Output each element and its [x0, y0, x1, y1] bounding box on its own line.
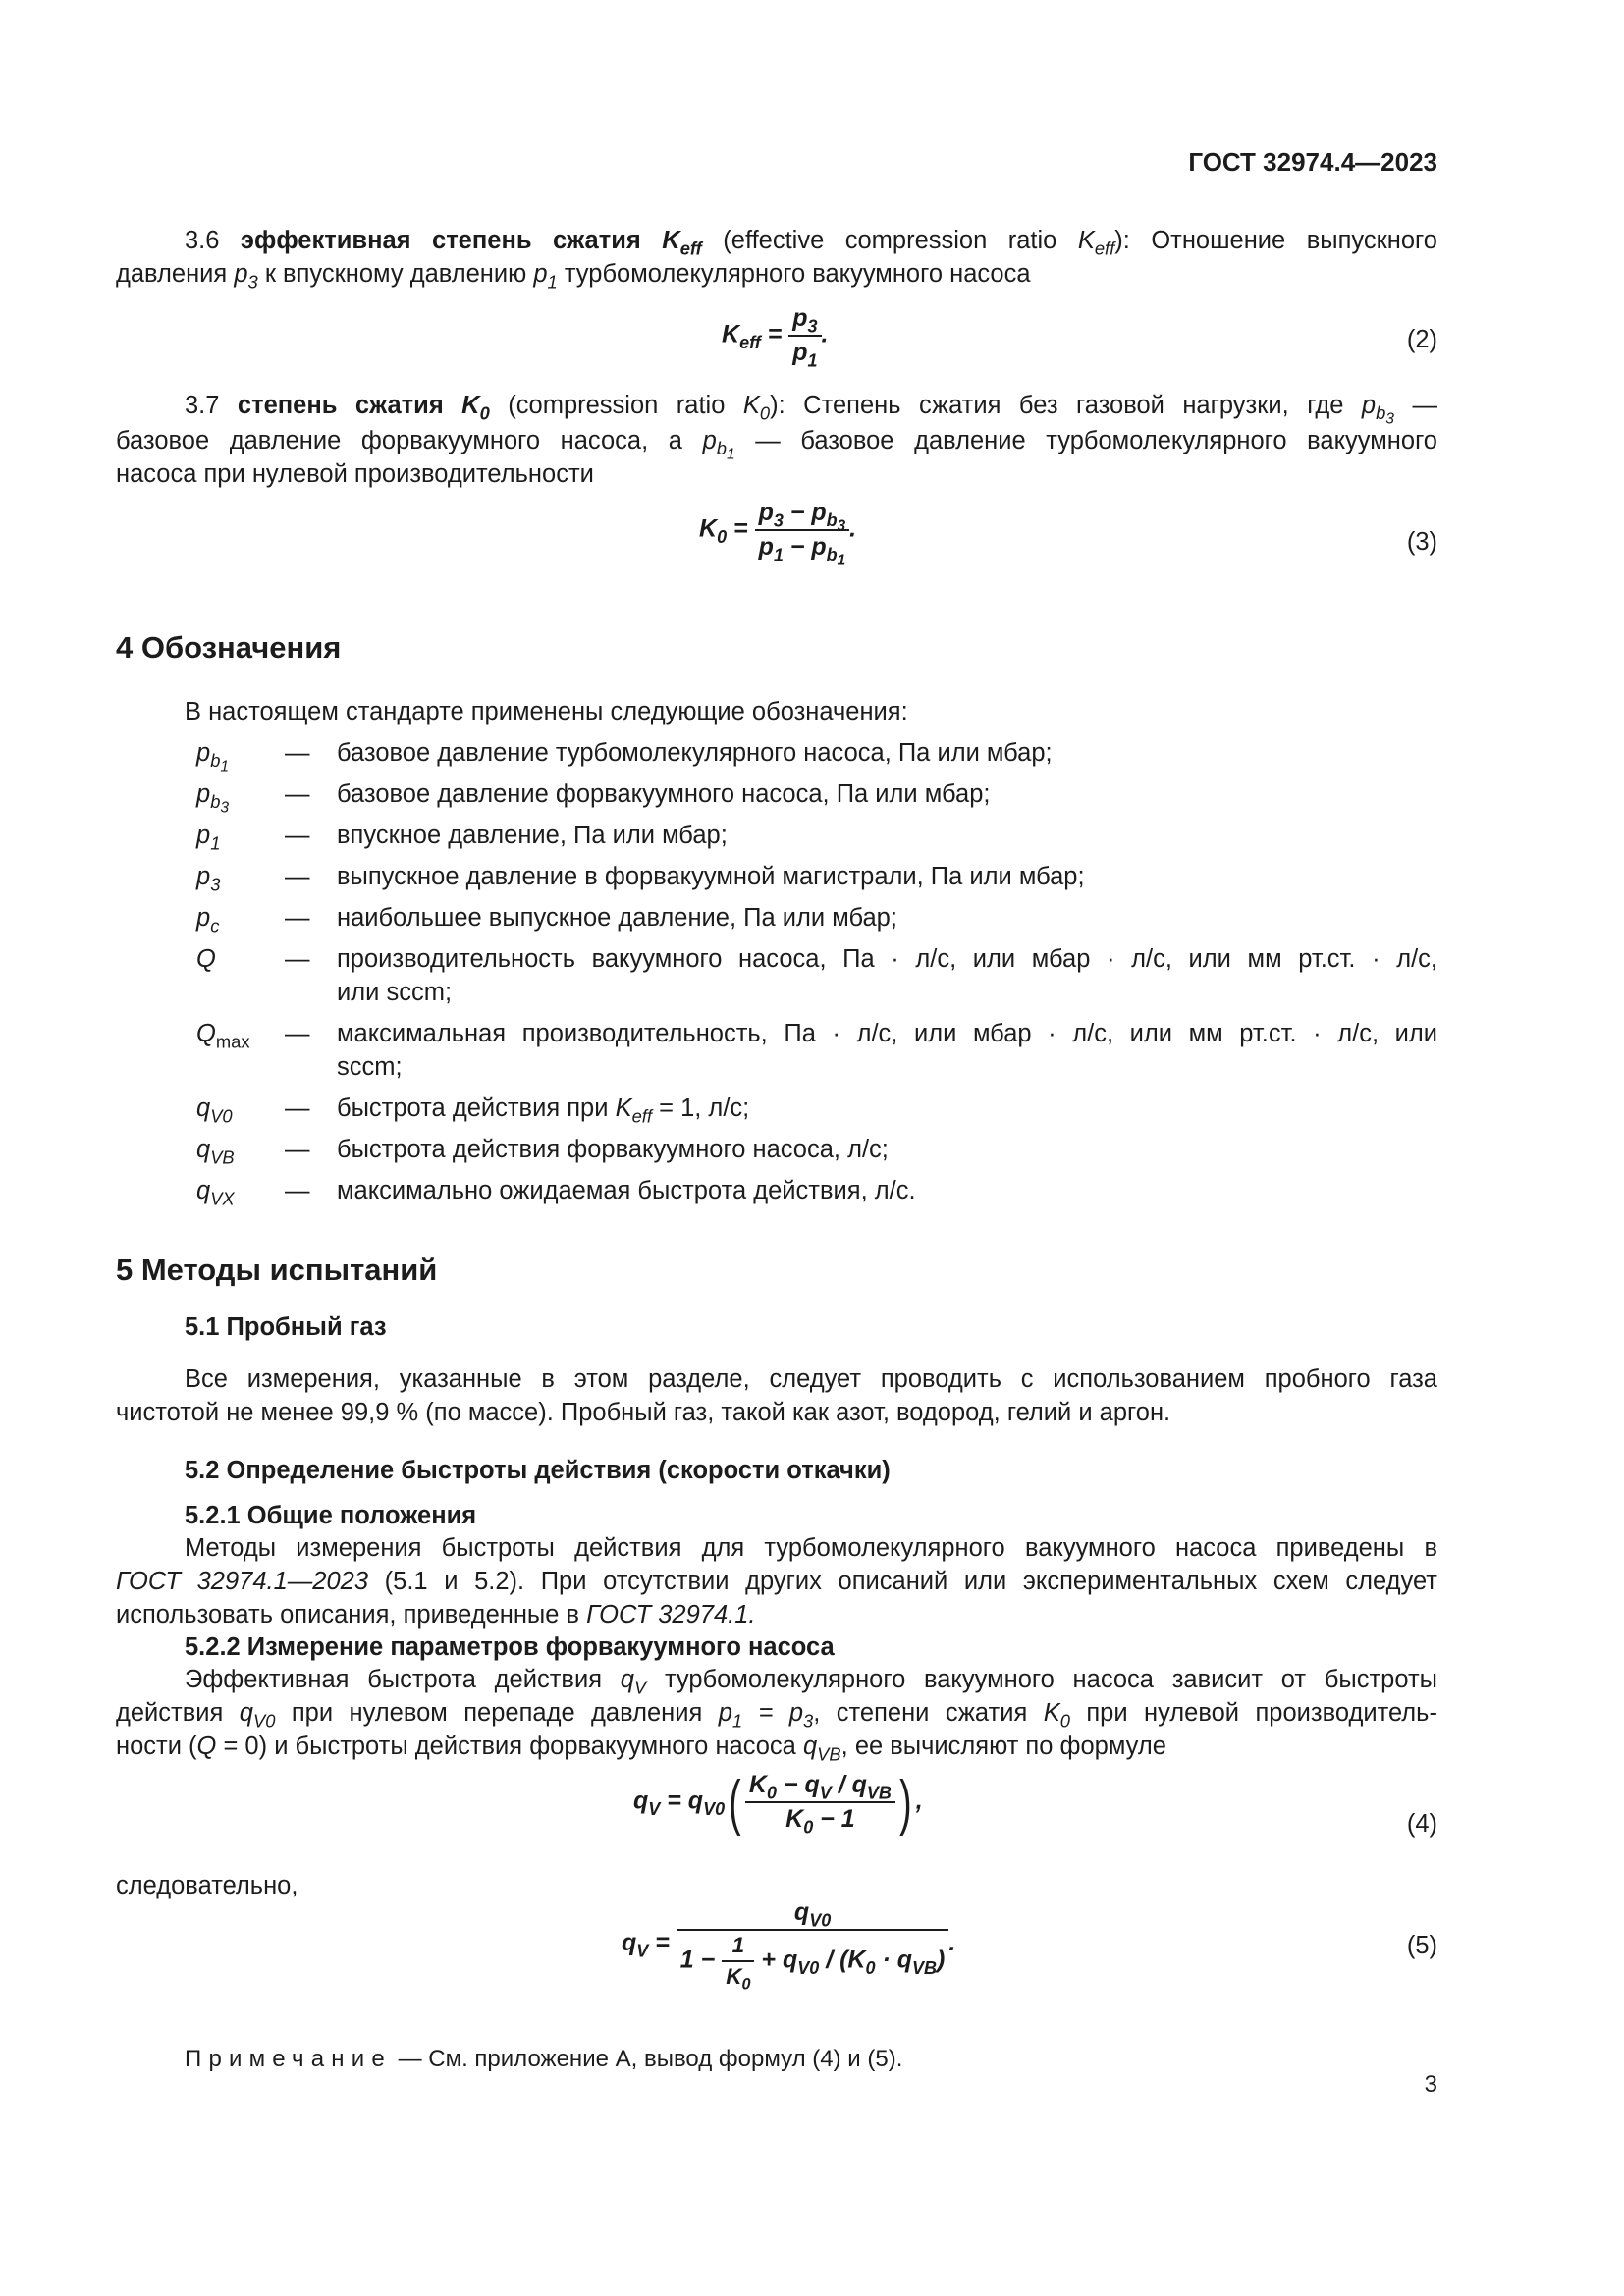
section-4-heading: 4 Обозначения [116, 630, 342, 665]
definition-3-6-line-1: 3.6 эффективная степень сжатия $K_{eff}$ (effective compression ratio $K_{eff}$): Отношение выпускного [185, 227, 1437, 259]
subsection-5-2-2-heading: 5.2.2 Измерение параметров форвакуумного насоса [185, 1633, 835, 1661]
paragraph-5-2-1-line-1: Методы измерения быстроты действия для турбомолекулярного вакуумного насоса приведены в [185, 1534, 1437, 1562]
symbol-pc: $p_c$ [196, 904, 220, 936]
symbol-qVX: $q_{VX}$ [196, 1177, 235, 1209]
symbol-Qmax: $Q_{max}$ [196, 1020, 250, 1052]
list-dash: — [285, 904, 310, 932]
paragraph-5-1-line-2: чистотой не менее 99,9 % (по массе). Пробный газ, такой как азот, водород, гелий и аргон. [116, 1399, 1171, 1426]
symbol-description: впускное давление, Па или мбар; [337, 822, 728, 849]
formula-3: $K_0$ = $\frac{p_3 - p_{b_3}}{p_1 - p_{b_1}}$ . [699, 499, 857, 569]
symbol-description: базовое давление турбомолекулярного насоса, Па или мбар; [337, 739, 1053, 767]
list-dash: — [285, 739, 310, 767]
symbol-qV0: $q_{V0}$ [196, 1095, 233, 1127]
equation-number-3: (3) [1406, 528, 1437, 556]
section-4-intro: В настоящем стандарте применены следующие обозначения: [185, 698, 908, 725]
section-5-heading: 5 Методы испытаний [116, 1253, 438, 1287]
symbol-description: быстрота действия форвакуумного насоса, л/с; [337, 1136, 889, 1163]
list-dash: — [285, 1095, 310, 1122]
equation-number-5: (5) [1406, 1932, 1437, 1959]
symbol-pb1: $p_{b_1}$ [196, 739, 230, 776]
reference-gost-32974-1-2023: ГОСТ 32974.1—2023 [116, 1568, 369, 1595]
term-compression-ratio: степень сжатия [237, 392, 444, 419]
subsection-5-1-heading: 5.1 Пробный газ [185, 1313, 387, 1341]
symbol-description: наибольшее выпускное давление, Па или мбар; [337, 904, 897, 932]
paragraph-5-2-1-line-3: использовать описания, приведенные в ГОСТ 32974.1. [116, 1601, 756, 1629]
list-dash: — [285, 945, 310, 973]
subsection-5-2-1-heading: 5.2.1 Общие положения [185, 1502, 477, 1529]
list-dash: — [285, 1177, 310, 1204]
document-standard-code: ГОСТ 32974.4—2023 [1188, 147, 1437, 177]
subsection-5-2-heading: 5.2 Определение быстроты действия (скорости откачки) [185, 1457, 891, 1484]
symbol-p3: $p_3$ [196, 863, 221, 895]
list-dash: — [285, 1136, 310, 1163]
symbol-description: максимальная производительность, Па · л/с, или мбар · л/с, или мм рт.ст. · л/с, или sccm; [337, 1020, 1437, 1081]
definition-3-6-line-2: давления $p_3$ к впускному давлению $p_1$ турбомолекулярного вакуумного насоса [116, 260, 1031, 293]
text-consequently: следовательно, [116, 1872, 298, 1899]
definition-3-7-line-1: 3.7 степень сжатия $K_0$ (compression ratio $K_0$): Степень сжатия без газовой нагрузки, где $p_{b_3}$ — [185, 392, 1437, 429]
symbol-description: производительность вакуумного насоса, Па · л/с, или мбар · л/с, или мм рт.ст. · л/с, или sccm; [337, 945, 1437, 1006]
page-number: 3 [1424, 2071, 1437, 2098]
symbol-qVB: $q_{VB}$ [196, 1136, 235, 1168]
paragraph-5-2-2-line-1: Эффективная быстрота действия $q_V$ турбомолекулярного вакуумного насоса зависит от быстроты [185, 1666, 1437, 1698]
paragraph-5-2-2-line-3: ности (Q = 0) и быстроты действия форвакуумного насоса $q_{VB}$, ее вычисляют по формуле [116, 1733, 1166, 1765]
note: Примечание — См. приложение А, вывод формул (4) и (5). [185, 2046, 903, 2072]
symbol-description: максимально ожидаемая быстрота действия, л/с. [337, 1177, 916, 1204]
list-dash: — [285, 780, 310, 808]
symbol-description: выпускное давление в форвакуумной магистрали, Па или мбар; [337, 863, 1085, 890]
symbol-pb3: $p_{b_3}$ [196, 780, 230, 818]
symbol-Q: Q [196, 945, 216, 973]
list-dash: — [285, 863, 310, 890]
formula-5: $q_V$ = $q_{V0}$ 1 − $\frac{1}{K_0}$ + $q_{V0} / (K_0 \cdot q_{VB})$ . [622, 1898, 956, 1994]
equation-number-4: (4) [1406, 1810, 1437, 1838]
list-dash: — [285, 822, 310, 849]
formula-2: $K_{eff}$ = $\frac{p_3}{p_1}$ . [722, 304, 829, 371]
formula-4: $q_V = q_{V0}$( $\frac{K_0 - q_V / q_{VB}}{K_0 - 1}$ ) , [633, 1767, 923, 1838]
symbol-description: базовое давление форвакуумного насоса, Па или мбар; [337, 780, 991, 808]
note-label: Примечание [185, 2046, 392, 2072]
definition-3-7-line-2: базовое давление форвакуумного насоса, а $p_{b_1}$ — базовое давление турбомолекулярного вакуумного [116, 427, 1437, 464]
definition-3-7-line-3: насоса при нулевой производительности [116, 460, 594, 488]
paragraph-5-2-2-line-2: действия $q_{V0}$ при нулевом перепаде давления $p_1 = p_3$, степени сжатия $K_0$ при нулевой производитель- [116, 1699, 1437, 1732]
equation-number-2: (2) [1406, 326, 1437, 353]
reference-gost-32974-1: ГОСТ 32974.1. [586, 1601, 756, 1629]
symbol-p1: $p_1$ [196, 822, 221, 854]
list-dash: — [285, 1020, 310, 1047]
paragraph-5-1-line-1: Все измерения, указанные в этом разделе, следует проводить с использованием пробного газа [185, 1365, 1437, 1393]
symbol-description: быстрота действия при $K_{eff} = 1$, л/с; [337, 1095, 750, 1127]
paragraph-5-2-1-line-2: ГОСТ 32974.1—2023 (5.1 и 5.2). При отсутствии других описаний или экспериментальных схем следует [116, 1568, 1437, 1595]
term-effective-compression-ratio: эффективная степень сжатия [240, 227, 641, 254]
